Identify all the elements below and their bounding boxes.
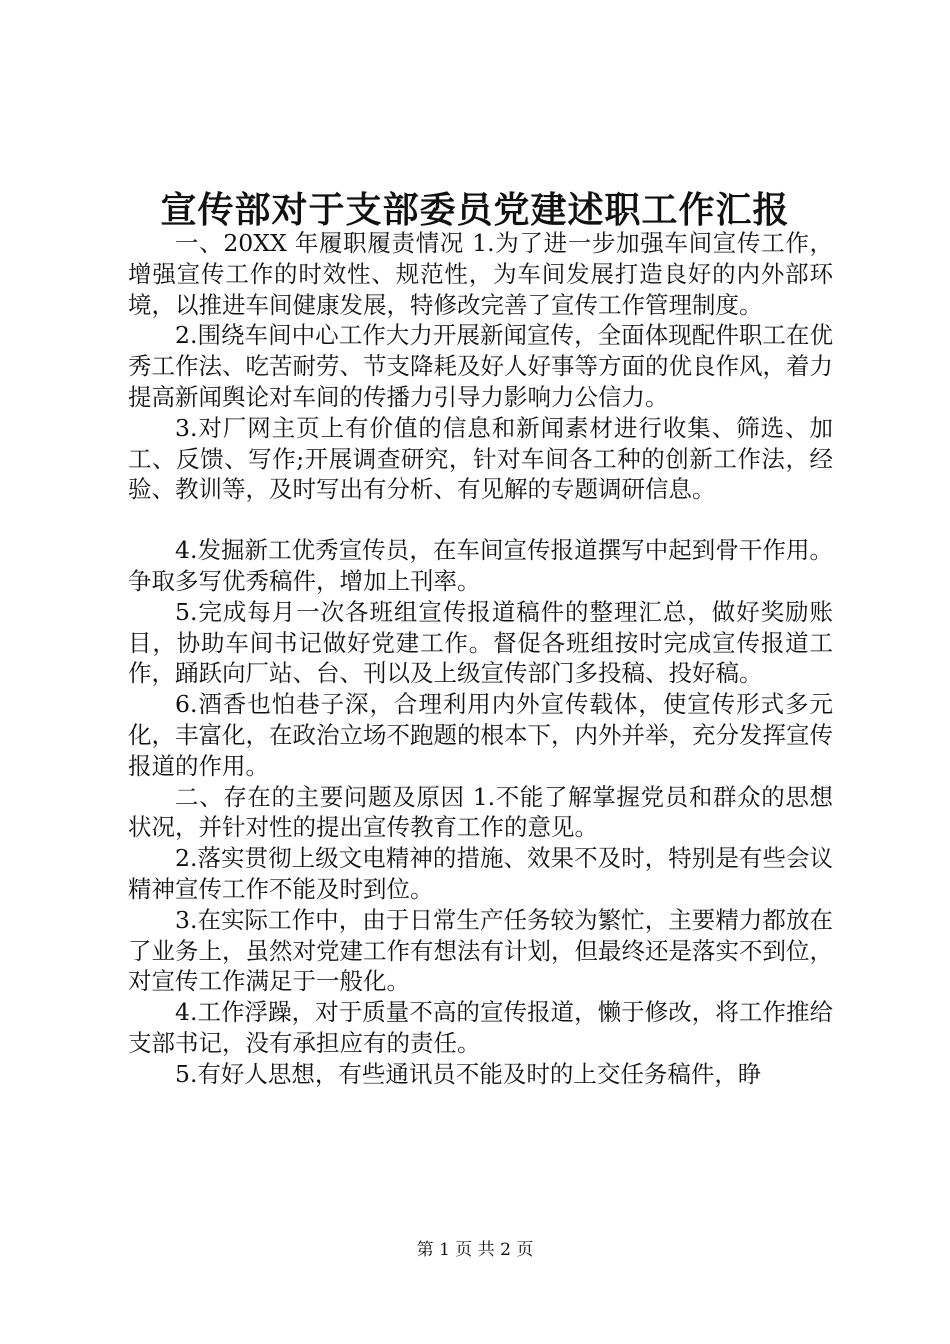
paragraph-9: 3.在实际工作中，由于日常生产任务较为繁忙，主要精力都放在了业务上，虽然对党建工作有想法有计划，但最终还是落实不到位，对宣传工作满足于一般化。 xyxy=(128,905,833,996)
document-title: 宣传部对于支部委员党建述职工作汇报 xyxy=(160,189,790,231)
paragraph-11: 5.有好人思想，有些通讯员不能及时的上交任务稿件，睁 xyxy=(175,1059,762,1088)
paragraph-8: 2.落实贯彻上级文电精神的措施、效果不及时，特别是有些会议精神宣传工作不能及时到位。 xyxy=(128,844,833,903)
paragraph-3: 3.对厂网主页上有价值的信息和新闻素材进行收集、筛选、加工、反馈、写作;开展调查研究，针对车间各工种的创新工作法，经验、教训等，及时写出有分析、有见解的专题调研信息。 xyxy=(128,413,833,504)
paragraph-7: 二、存在的主要问题及原因 1.不能了解掌握党员和群众的思想状况，并针对性的提出宣传教育工作的意见。 xyxy=(128,782,833,842)
paragraph-10: 4.工作浮躁，对于质量不高的宣传报道，懒于修改，将工作推给支部书记，没有承担应有的责任。 xyxy=(128,998,833,1057)
paragraph-2: 2.围绕车间中心工作大力开展新闻宣传，全面体现配件职工在优秀工作法、吃苦耐劳、节支降耗及好人好事等方面的优良作风，着力提高新闻舆论对车间的传播力引导力影响力公信力。 xyxy=(128,321,833,411)
page-footer: 第 1 页 共 2 页 xyxy=(416,1240,534,1260)
paragraph-5: 5.完成每月一次各班组宣传报道稿件的整理汇总，做好奖励账目，协助车间书记做好党建工作。督促各班组按时完成宣传报道工作，踊跃向厂站、台、刊以及上级宣传部门多投稿、投好稿。 xyxy=(128,597,833,688)
paragraph-1: 一、20XX 年履职履责情况 1.为了进一步加强车间宣传工作，增强宣传工作的时效性、规范性，为车间发展打造良好的内外部环境，以推进车间健康发展，特修改完善了宣传工作管理制度。 xyxy=(128,229,833,319)
document-body xyxy=(128,228,833,1090)
paragraph-6: 6.酒香也怕巷子深，合理利用内外宣传载体，使宣传形式多元化，丰富化，在政治立场不跑题的根本下，内外并举，充分发挥宣传报道的作用。 xyxy=(128,690,833,780)
paragraph-4: 4.发掘新工优秀宣传员，在车间宣传报道撰写中起到骨干作用。争取多写优秀稿件，增加上刊率。 xyxy=(128,536,833,595)
